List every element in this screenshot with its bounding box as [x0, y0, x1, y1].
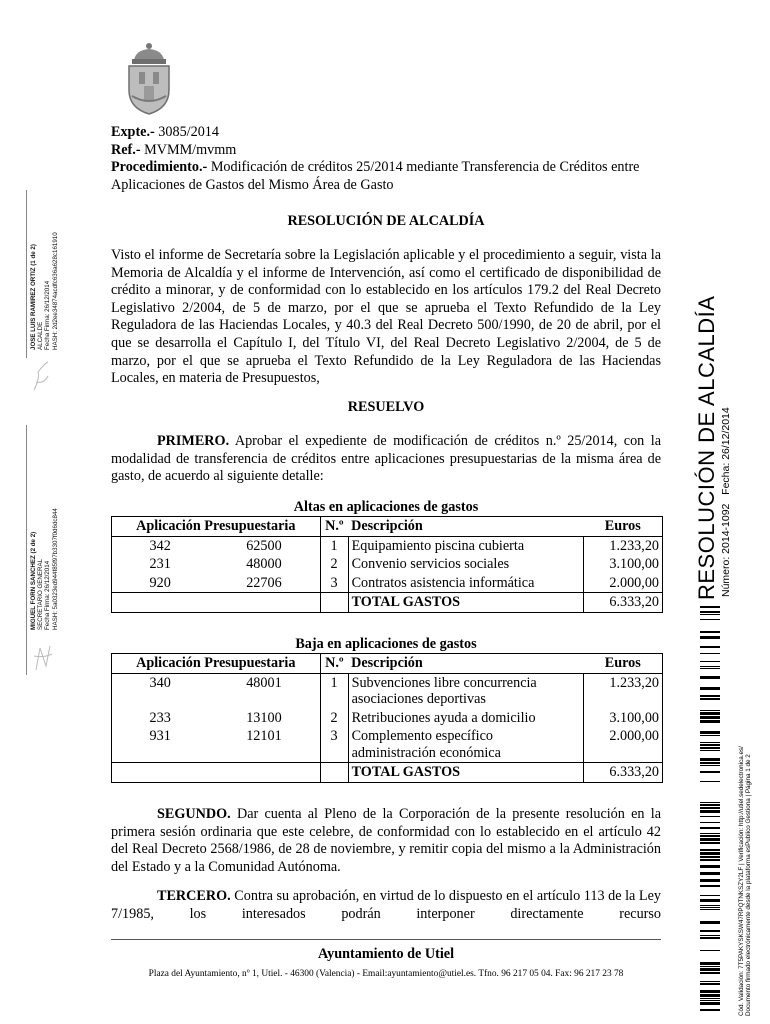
- barcode-bar: [700, 990, 720, 993]
- table-cell: 2: [320, 709, 348, 728]
- handwritten-signature-1: [30, 358, 52, 394]
- barcode-bar: [700, 716, 720, 719]
- barcode-bar: [700, 735, 720, 736]
- table-cell: 233: [112, 709, 209, 728]
- barcode-bar: [700, 816, 720, 817]
- signer-name: MIGUEL FORN SANCHEZ (2 de 2): [30, 531, 37, 630]
- barcode-bar: [700, 758, 720, 761]
- barcode-bar: [700, 822, 720, 823]
- total-label: TOTAL GASTOS: [348, 593, 583, 613]
- barcode-bar: [700, 983, 720, 985]
- barcode-bar: [700, 747, 720, 749]
- tercero-paragraph: [111, 888, 661, 923]
- table-row: [112, 555, 663, 574]
- tercero-label: TERCERO.: [157, 888, 231, 904]
- barcode-bar: [700, 668, 720, 669]
- barcode-bar: [700, 856, 720, 858]
- barcode-bar: [700, 781, 720, 782]
- barcode-bar: [700, 807, 720, 809]
- total-label: TOTAL GASTOS: [348, 763, 583, 783]
- barcode-bar: [700, 833, 720, 834]
- table-cell: 3.100,00: [584, 709, 663, 728]
- table-cell: 3.100,00: [584, 555, 663, 574]
- barcode-bar: [700, 712, 720, 715]
- barcode-bar: [700, 994, 720, 997]
- signer-role: SECRETARIO GENERAL: [37, 558, 45, 630]
- side-validation: [738, 746, 752, 1016]
- signature-date: Fecha Firma: 26/12/2014: [44, 560, 52, 630]
- table-cell: 231: [112, 555, 209, 574]
- table-row: [112, 673, 663, 709]
- barcode-bar: [700, 859, 720, 861]
- table-cell: 340: [112, 673, 209, 709]
- table-cell: 1.233,20: [584, 673, 663, 709]
- barcode-bar: [700, 1000, 720, 1001]
- header-aplicacion: Aplicación Presupuestaria: [112, 654, 321, 674]
- barcode-bar: [700, 962, 720, 965]
- signature-hash: HASH: 2d2ee34874acdfc636a628c161910: [51, 232, 59, 350]
- barcode-bar: [700, 981, 720, 982]
- footer-organization: Ayuntamiento de Utiel: [317, 946, 455, 962]
- barcode-bar: [700, 1009, 720, 1011]
- barcode-bar: [700, 804, 720, 806]
- validation-line-1: Cód. Validación: 7T5PAKYSKSW47RPQTNKSZY2LF | Verificación: http://utiel.sedelectronica.es/: [738, 746, 745, 1016]
- signature-block-1: [30, 232, 59, 350]
- barcode-bar: [700, 950, 720, 951]
- table-cell: 1: [320, 673, 348, 709]
- altas-table: [111, 516, 663, 613]
- barcode-bar: [700, 802, 720, 803]
- bajas-caption: Baja en aplicaciones de gastos: [295, 636, 477, 652]
- barcode-bar: [700, 619, 720, 620]
- barcode-bar: [700, 905, 720, 906]
- document-header: [111, 124, 661, 194]
- barcode-bar: [700, 842, 720, 844]
- barcode-bar: [700, 966, 720, 967]
- side-numero-fecha: [720, 407, 732, 597]
- crest-logo: [118, 40, 180, 116]
- barcode-bar: [700, 661, 720, 662]
- table-cell: 48001: [246, 674, 282, 691]
- header-euros: Euros: [584, 654, 663, 674]
- barcode-bar: [700, 998, 720, 999]
- barcode-bar: [700, 695, 720, 697]
- table-cell: 3: [320, 574, 348, 593]
- side-numero: Número: 2014-1092: [720, 503, 732, 597]
- signature-date: Fecha Firma: 26/12/2014: [44, 280, 52, 350]
- signature-block-2: [30, 508, 59, 630]
- barcode-bar: [700, 827, 720, 829]
- signature-hash: HASH: 5a0323ed944f85f97b3307f0d6dc844: [51, 508, 59, 630]
- table-row: [112, 709, 663, 728]
- primero-paragraph: [111, 433, 661, 486]
- segundo-paragraph: [111, 806, 661, 876]
- barcode-bar: [700, 750, 720, 751]
- barcode-bar: [700, 937, 720, 939]
- altas-caption: Altas en aplicaciones de gastos: [293, 499, 479, 515]
- segundo-label: SEGUNDO.: [157, 806, 231, 822]
- table-cell: 1: [320, 536, 348, 555]
- table-cell: Contratos asistencia informática: [348, 574, 583, 593]
- table-cell: Complemento específico administración económica: [348, 727, 583, 763]
- barcode-bar: [700, 930, 720, 932]
- barcode-bar: [700, 865, 720, 868]
- barcode-bar: [700, 909, 720, 910]
- barcode-bar: [700, 687, 720, 690]
- signer-name: JOSE LUIS RAMIREZ ORTIZ (1 de 2): [30, 244, 37, 350]
- expte-label: Expte.-: [111, 124, 155, 140]
- total-value: 6.333,20: [584, 763, 663, 783]
- side-document-title: RESOLUCIÓN DE ALCALDÍA: [694, 295, 719, 600]
- signer-role: ALCALDE: [37, 321, 45, 350]
- barcode-bar: [700, 899, 720, 902]
- barcode-bar: [700, 852, 720, 855]
- table-cell: Retribuciones ayuda a domicilio: [348, 709, 583, 728]
- side-fecha: Fecha: 26/12/2014: [720, 407, 732, 495]
- barcode-bar: [700, 765, 720, 766]
- header-num: N.º: [320, 517, 348, 537]
- table-cell: 22706: [246, 574, 282, 591]
- barcode-bar: [700, 614, 720, 615]
- table-cell: 2.000,00: [584, 727, 663, 763]
- table-cell: 2.000,00: [584, 574, 663, 593]
- table-cell: 920: [112, 574, 209, 593]
- barcode-bar: [700, 810, 720, 813]
- footer-divider: [111, 939, 661, 940]
- ref-label: Ref.-: [111, 141, 141, 158]
- table-cell: 2: [320, 555, 348, 574]
- barcode-bar: [700, 606, 720, 608]
- table-cell: 342: [112, 536, 209, 555]
- table-cell: 3: [320, 727, 348, 763]
- table-cell: 1.233,20: [584, 536, 663, 555]
- barcode-bar: [700, 1002, 720, 1005]
- barcode-bar: [700, 710, 720, 711]
- barcode-bar: [700, 666, 720, 667]
- barcode-bar: [700, 744, 720, 746]
- bajas-table: [111, 653, 663, 783]
- expte-value: 3085/2014: [154, 124, 219, 140]
- barcode-bar: [700, 879, 720, 882]
- tercero-text: Contra su aprobación, en virtud de lo dispuesto en el artículo 113 de la Ley 7/1985, los interesados podrán interponer directamente recurso: [111, 888, 661, 922]
- table-row: [112, 536, 663, 555]
- table-cell: Subvenciones libre concurrencia asociaciones deportivas: [348, 673, 583, 709]
- procedure-label: Procedimiento.-: [111, 159, 208, 176]
- barcode-bar: [700, 636, 720, 639]
- header-num: N.º: [320, 654, 348, 674]
- table-total-row: [112, 593, 663, 613]
- barcode-bar: [700, 895, 720, 896]
- barcode-bar: [700, 968, 720, 971]
- barcode-bar: [700, 835, 720, 837]
- resuelvo-heading: RESUELVO: [347, 399, 425, 415]
- table-cell: 48000: [246, 556, 282, 572]
- footer-address: Plaza del Ayuntamiento, nº 1, Utiel. - 46300 (Valencia) - Email:ayuntamiento@utiel.es. Tfno. 96 217 05 04. Fax: 96 217 23 78: [148, 969, 624, 979]
- primero-text: Aprobar el expediente de modificación de créditos n.º 25/2014, con la modalidad de transferencia de créditos entre aplicaciones presupuestarias de la misma área de gasto, de acuerdo al siguiente detalle:: [111, 433, 661, 485]
- header-descripcion: Descripción: [348, 517, 583, 537]
- header-aplicacion: Aplicación Presupuestaria: [112, 517, 321, 537]
- barcode-bar: [700, 698, 720, 700]
- barcode-bar: [700, 872, 720, 875]
- barcode-bar: [700, 676, 720, 679]
- table-row: [112, 574, 663, 593]
- total-value: 6.333,20: [584, 593, 663, 613]
- table-cell: 12101: [246, 728, 282, 744]
- barcode-bar: [700, 921, 720, 924]
- barcode-bar: [700, 646, 720, 648]
- barcode-bar: [700, 935, 720, 936]
- table-cell: Equipamiento piscina cubierta: [348, 536, 583, 555]
- barcode-bar: [700, 611, 720, 613]
- header-euros: Euros: [584, 517, 663, 537]
- table-cell: Convenio servicios sociales: [348, 555, 583, 574]
- signature-divider: [26, 190, 28, 358]
- barcode-bar: [700, 631, 720, 633]
- barcode-bar: [700, 771, 720, 773]
- header-descripcion: Descripción: [348, 654, 583, 674]
- barcode-bar: [700, 885, 720, 887]
- signature-divider: [26, 425, 28, 675]
- barcode-bar: [700, 849, 720, 851]
- segundo-text: Dar cuenta al Pleno de la Corporación de la presente resolución en la primera sesión ordinaria que este celebre, de conformidad con lo establecido en el artículo 42 del Real Decreto 2568/1986, de 28 de noviembre, y remitir copia del mismo a la Administración del Estado y a la Comunidad Autónoma.: [111, 806, 661, 875]
- handwritten-signature-2: [30, 640, 56, 674]
- procedure-value: Modificación de créditos 25/2014 mediante Transferencia de Créditos entre Aplicaciones de Gastos del Mismo Área de Gasto: [111, 159, 640, 193]
- table-cell: 931: [112, 727, 209, 763]
- validation-line-2: Documento firmado electrónicamente desde la plataforma esPublico Gestiona | Página 1 de 2: [745, 754, 753, 1016]
- barcode-bar: [700, 907, 720, 908]
- barcode-bar: [700, 720, 720, 723]
- barcode-bar: [700, 731, 720, 734]
- table-row: [112, 727, 663, 763]
- barcode-bar: [700, 838, 720, 841]
- table-cell: 13100: [246, 709, 282, 726]
- intro-paragraph: Visto el informe de Secretaría sobre la Legislación aplicable y el procedimiento a seguir, vista la Memoria de Alcaldía y el informe de Intervención, así como el certificado de disponibilidad de crédito a minorar, y de conformidad con lo establecido en los artículos 179.2 del Real Decreto Legislativo 2/2004, de 5 de marzo, por el que se aprueba el Texto Refundido de la Ley Reguladora de las Haciendas Locales, y 40.3 del Real Decreto 500/1990, de 20 de abril, por el que se desarrolla el Capítulo I, del Título VI, del Real Decreto Legislativo 2/2004, de 5 de marzo, por el que se aprueba el Texto Refundido de la Ley Reguladora de las Haciendas Locales, en materia de Presupuestos,: [111, 247, 661, 387]
- barcode-bar: [700, 653, 720, 654]
- barcode: [700, 606, 720, 1016]
- ref-value: MVMM/mvmm: [140, 141, 237, 158]
- barcode-bar: [700, 742, 720, 743]
- document-title: RESOLUCIÓN DE ALCALDÍA: [287, 213, 485, 229]
- barcode-bar: [700, 972, 720, 974]
- table-total-row: [112, 763, 663, 783]
- table-cell: 62500: [246, 537, 282, 554]
- barcode-bar: [700, 762, 720, 764]
- primero-label: PRIMERO.: [157, 433, 230, 449]
